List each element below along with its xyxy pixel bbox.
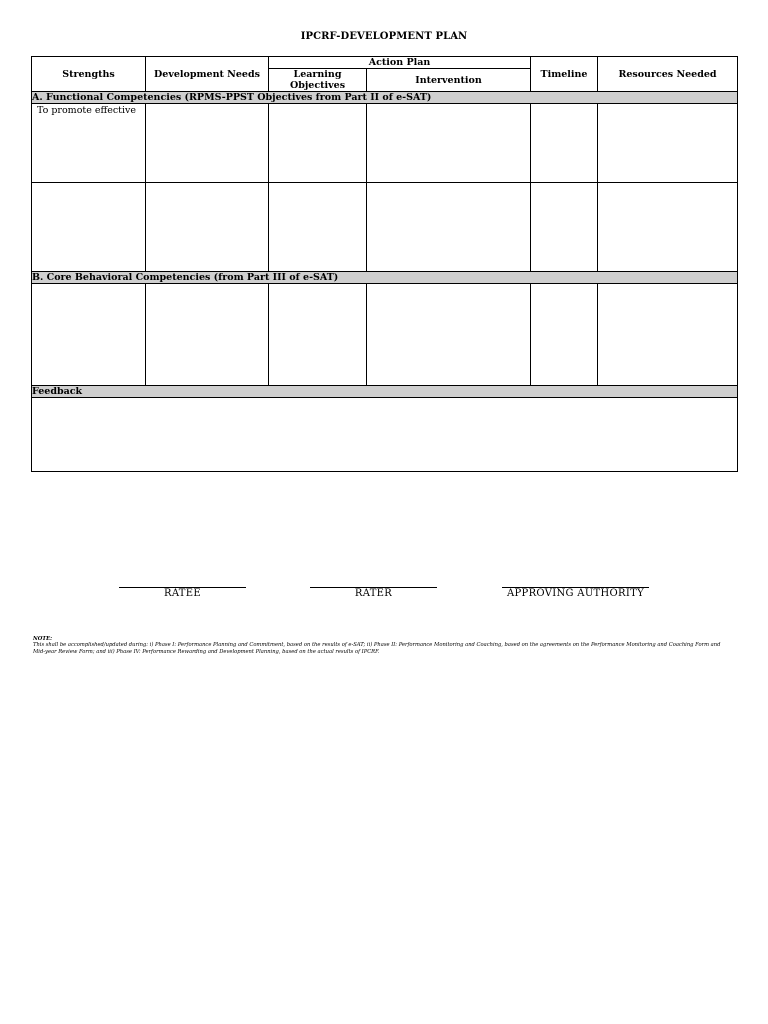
- feedback-field[interactable]: [32, 398, 738, 472]
- header-resources-needed: Resources Needed: [598, 57, 738, 92]
- core-row1-learning-objectives[interactable]: [269, 284, 367, 386]
- core-row1-strengths[interactable]: [32, 284, 146, 386]
- note-block: [33, 636, 723, 655]
- core-row1-timeline[interactable]: [531, 284, 598, 386]
- note-label: NOTE:: [33, 636, 52, 642]
- ratee-label: RATEE: [164, 588, 201, 599]
- functional-row1-development-needs[interactable]: [146, 104, 269, 183]
- functional-row2-development-needs[interactable]: [146, 183, 269, 272]
- approving-authority-label: APPROVING AUTHORITY: [506, 588, 644, 599]
- core-row1-intervention[interactable]: [367, 284, 531, 386]
- document-title: IPCRF-DEVELOPMENT PLAN: [300, 31, 468, 42]
- core-row1-development-needs[interactable]: [146, 284, 269, 386]
- core-row1-resources[interactable]: [598, 284, 738, 386]
- note-text: This shall be accomplished/updated during: i) Phase I: Performance Planning and Commitment, based on the results of e-SAT; ii) Phase II: Performance Monitoring and Coaching, based on the agreements on the Performance Monitoring and Coaching Form and Mid-year Review Form; and iii) Phase IV: Performance Rewarding and Development Planning, based on the actual results of IPCRF.: [33, 642, 721, 655]
- section-core-behavioral-competencies: B. Core Behavioral Competencies (from Part III of e-SAT): [32, 272, 738, 284]
- header-timeline: Timeline: [531, 57, 598, 92]
- header-development-needs: Development Needs: [146, 57, 269, 92]
- header-action-plan: Action Plan: [269, 57, 531, 69]
- functional-row1-timeline[interactable]: [531, 104, 598, 183]
- section-feedback: Feedback: [32, 386, 738, 398]
- header-strengths: Strengths: [32, 57, 146, 92]
- functional-row2-strengths[interactable]: [32, 183, 146, 272]
- section-functional-competencies: A. Functional Competencies (RPMS-PPST Objectives from Part II of e-SAT): [32, 92, 738, 104]
- functional-row1-strengths[interactable]: To promote effective: [32, 104, 146, 183]
- header-learning-objectives: Learning Objectives: [269, 69, 367, 92]
- functional-row2-intervention[interactable]: [367, 183, 531, 272]
- header-intervention: Intervention: [367, 69, 531, 92]
- development-plan-table: [31, 56, 738, 472]
- functional-row1-intervention[interactable]: [367, 104, 531, 183]
- rater-label: RATER: [354, 588, 393, 599]
- functional-row2-timeline[interactable]: [531, 183, 598, 272]
- functional-row2-resources[interactable]: [598, 183, 738, 272]
- functional-row2-learning-objectives[interactable]: [269, 183, 367, 272]
- functional-row1-learning-objectives[interactable]: [269, 104, 367, 183]
- functional-row1-resources[interactable]: [598, 104, 738, 183]
